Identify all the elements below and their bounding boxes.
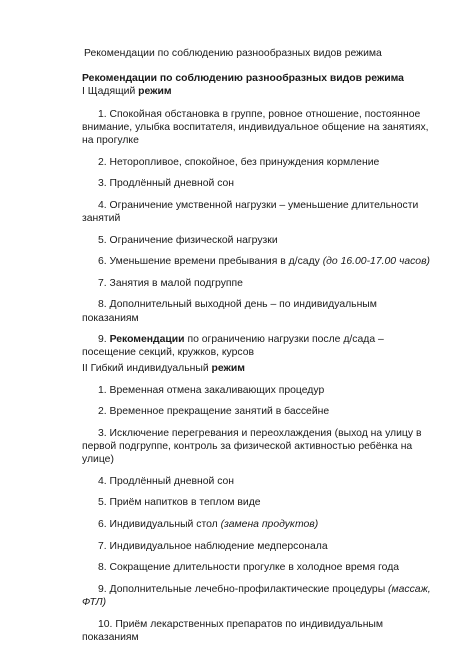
- list-item-text: 6. Индивидуальный стол: [98, 518, 221, 530]
- list-item-text: 7. Индивидуальное наблюдение медперсонала: [98, 540, 328, 552]
- list-item: [82, 496, 436, 509]
- list-item: [82, 475, 436, 488]
- section2-prefix: II Гибкий индивидуальный: [82, 362, 212, 374]
- list-item: [82, 108, 436, 148]
- list-item-text: 5. Приём напитков в теплом виде: [98, 497, 261, 509]
- list-item: [82, 518, 436, 531]
- list-item-text: 5. Ограничение физической нагрузки: [98, 234, 278, 246]
- list-item-text: 7. Занятия в малой подгруппе: [98, 277, 243, 289]
- list-item-italic-note: (до 16.00-17.00 часов): [322, 256, 430, 268]
- list-item-text: 3. Продлённый дневной сон: [98, 178, 235, 190]
- document-body: [66, 47, 436, 652]
- list-item: [82, 177, 436, 190]
- list-item-text: 8. Дополнительный выходной день – по индивидуальным показаниям: [82, 299, 377, 324]
- list-item: [82, 384, 436, 397]
- list-item: [82, 561, 436, 574]
- list-item: [82, 277, 436, 290]
- section1-bold-word: режим: [138, 86, 172, 98]
- list-item: [82, 427, 436, 467]
- list-item-text: 2. Неторопливое, спокойное, без принуждения кормление: [98, 156, 380, 168]
- bold-document-title: Рекомендации по соблюдению разнообразных видов режима: [82, 73, 404, 85]
- list-item-number: 9.: [98, 334, 110, 346]
- list-item-text: 10. Приём лекарственных препаратов по индивидуальным показаниям: [82, 618, 384, 643]
- section2-heading: [82, 362, 436, 375]
- section2-list: [66, 384, 436, 644]
- document-title: Рекомендации по соблюдению разнообразных видов режима: [84, 48, 382, 59]
- list-item: [82, 255, 436, 268]
- list-item-text: 4. Продлённый дневной сон: [98, 475, 235, 487]
- list-item-italic-note: (массаж, ФТЛ): [82, 583, 431, 608]
- list-item-text: 2. Временное прекращение занятий в бассейне: [98, 406, 330, 418]
- list-item: [82, 298, 436, 324]
- list-item: [82, 583, 436, 609]
- list-item-italic-note: (замена продуктов): [220, 518, 319, 530]
- list-item-text: по ограничению нагрузки после д/сада – посещение секций, кружков, курсов: [82, 334, 384, 359]
- list-item: [82, 405, 436, 418]
- list-item-text: 1. Временная отмена закаливающих процедур: [98, 384, 325, 396]
- list-item-text: 4. Ограничение умственной нагрузки – уменьшение длительности занятий: [82, 199, 419, 224]
- section1-prefix: I Щадящий: [82, 86, 139, 98]
- list-item: [82, 540, 436, 553]
- list-item: [82, 333, 436, 359]
- section2-bold-word: режим: [211, 362, 245, 374]
- list-item: [82, 234, 436, 247]
- list-item-text: 8. Сокращение длительности прогулке в холодное время года: [98, 562, 400, 574]
- list-item: [82, 618, 436, 644]
- list-item-bold-word: Рекомендации: [109, 334, 185, 346]
- list-item-text: 9. Дополнительные лечебно-профилактические процедуры: [98, 583, 389, 595]
- list-item-text: 3. Исключение перегревания и переохлаждения (выход на улицу в первой подгруппе, контроль за физической активностью ребёнка на улице): [82, 427, 422, 466]
- section-heading: [82, 72, 436, 98]
- section1-list: [66, 108, 436, 360]
- list-item: [82, 199, 436, 225]
- list-item: [82, 156, 436, 169]
- list-item-text: 1. Спокойная обстановка в группе, ровное отношение, постоянное внимание, улыбка воспитателя, индивидуальное общение на занятиях, на прогулке: [82, 108, 429, 147]
- list-item-text: 6. Уменьшение времени пребывания в д/саду: [98, 256, 323, 268]
